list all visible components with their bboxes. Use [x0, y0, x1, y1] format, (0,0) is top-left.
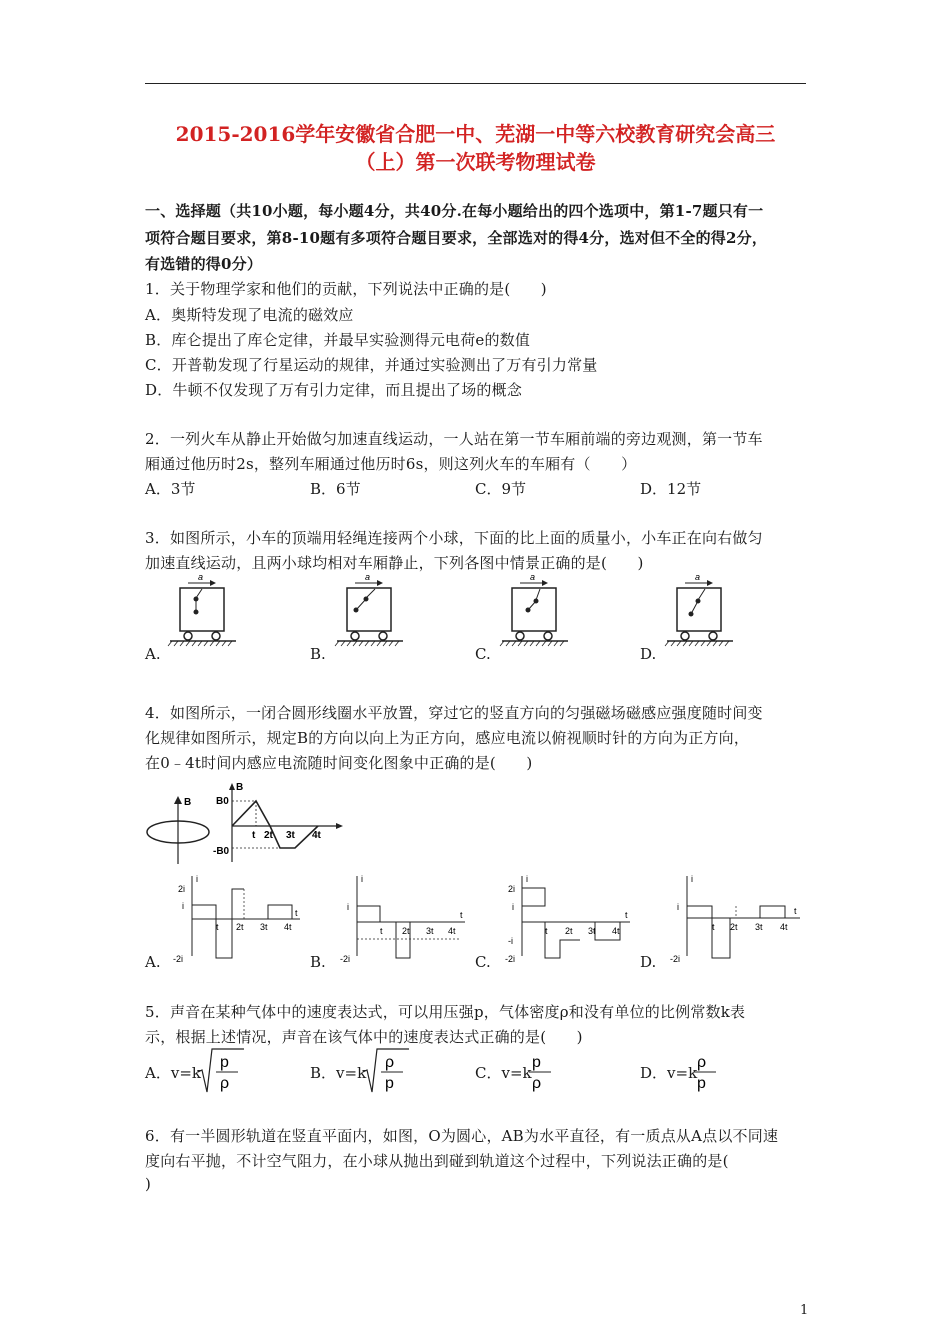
q5-option-d-frac [691, 1048, 721, 1094]
q3-stem-line2: 加速直线运动，且两小球均相对车厢静止，下列各图中情景正确的是( ) [145, 554, 644, 572]
q5-option-c-num: p [532, 1054, 541, 1071]
q4-graph-d [670, 874, 800, 962]
q5-option-d [640, 1062, 697, 1083]
header-rule [145, 83, 806, 84]
q4-graph-a-tick-t: t [216, 922, 219, 932]
section-header-line1: 一、选择题（共10小题，每小题4分，共40分.在每小题给出的四个选项中，第1-7题只有一 [145, 202, 764, 220]
q5-option-d-num: ρ [697, 1054, 707, 1071]
q4-graph-b-tick-3t: 3t [426, 926, 434, 936]
q5-option-c-label: C． [475, 1064, 502, 1082]
section-header-line3: 有选错的得0分） [145, 255, 263, 273]
q3-option-a: A. [145, 645, 161, 663]
q4-tick-t: t [252, 830, 256, 841]
q4-graph-b-i: i [347, 902, 349, 912]
q5-option-a-sqrt [196, 1046, 246, 1096]
q4-tick-4t: 4t [312, 830, 321, 841]
q2-option-b: B．6节 [310, 480, 361, 498]
exam-title [145, 120, 806, 176]
q4-option-c: C. [475, 953, 491, 971]
q5-option-c-frac [526, 1048, 556, 1094]
q4-graph-a [173, 874, 300, 962]
q1-option-d: D．牛顿不仅发现了万有引力定律，而且提出了场的概念 [145, 381, 523, 399]
q4-tick-3t: 3t [286, 830, 295, 841]
q5-option-c [475, 1062, 532, 1083]
q5-stem-line2: 示，根据上述情况，声音在该气体中的速度表达式正确的是( ) [145, 1028, 583, 1046]
q4-graph-b-neg2i: -2i [340, 954, 351, 962]
q4-graph-c-tick-3t: 3t [588, 926, 596, 936]
q4-graph-b-t-label: t [460, 910, 463, 920]
q2-option-a: A．3节 [145, 480, 196, 498]
q4-graph-c-t-label: t [625, 910, 628, 920]
q4-graph-b-tick-4t: 4t [448, 926, 456, 936]
q4-graph-d-tick-3t: 3t [755, 922, 763, 932]
q4-graph-b-tick-2t: 2t [402, 926, 410, 936]
q4-current-graphs [140, 872, 830, 962]
q5-option-a-num: p [220, 1054, 229, 1071]
q5-option-c-lhs: v=k [501, 1064, 532, 1082]
q4-graph-a-tick-3t: 3t [260, 922, 268, 932]
q4-graph-a-i-label: i [196, 874, 198, 884]
q4-graph-d-neg2i: -2i [670, 954, 681, 962]
q3-cart-a [168, 572, 236, 646]
q4-graph-c [505, 874, 630, 962]
q4-graph-a-tick-2t: 2t [236, 922, 244, 932]
q3-option-b: B. [310, 645, 326, 663]
q3-cart-b [335, 572, 403, 646]
exam-title-line1: 2015-2016学年安徽省合肥一中、芜湖一中等六校教育研究会高三 [175, 122, 776, 146]
q3-accel-label-a: a [198, 572, 204, 582]
q5-option-a [145, 1062, 201, 1083]
q4-stem-line1: 4．如图所示，一闭合圆形线圈水平放置，穿过它的竖直方向的匀强磁场磁感应强度随时间变 [145, 704, 763, 722]
q3-accel-label-b: a [365, 572, 371, 582]
q4-graph-a-t-label: t [295, 908, 298, 918]
q4-graph-c-i: i [512, 902, 514, 912]
q4-option-d: D. [640, 953, 657, 971]
q4-graph-c-2i: 2i [508, 884, 516, 894]
q5-option-d-den: p [697, 1075, 706, 1092]
q4-tick-2t: 2t [264, 830, 273, 841]
q4-graph-c-tick-4t: 4t [612, 926, 620, 936]
q4-graph-a-neg2i: -2i [173, 954, 184, 962]
q4-graph-d-tick-t: t [712, 922, 715, 932]
q4-graph-d-t-label: t [794, 906, 797, 916]
q4-graph-a-tick-4t: 4t [284, 922, 292, 932]
q4-graph-b-tick-t: t [380, 926, 383, 936]
q5-option-b-num: ρ [385, 1054, 395, 1071]
q1-option-c: C．开普勒发现了行星运动的规律，并通过实验测出了万有引力常量 [145, 356, 598, 374]
q3-option-c: C. [475, 645, 491, 663]
q5-option-c-den: ρ [532, 1075, 542, 1092]
q4-graph-c-neg2i: -2i [505, 954, 516, 962]
q4-stem-line2: 化规律如图所示，规定B的方向以向上为正方向，感应电流以俯视顺时针的方向为正方向， [145, 729, 750, 747]
q5-option-a-den: ρ [220, 1075, 230, 1092]
q4-stem-line3: 在0﹣4t时间内感应电流随时间变化图象中正确的是( ) [145, 754, 533, 772]
q5-option-a-lhs: v=k [170, 1064, 201, 1082]
q3-accel-label-d: a [695, 572, 701, 582]
section-header-line2: 项符合题目要求，第8-10题有多项符合题目要求，全部选对的得4分，选对但不全的得2分， [145, 229, 768, 247]
q4-b-arrow-label: B [184, 797, 192, 808]
q4-b0-label: B0 [216, 796, 229, 807]
q5-option-b-den: p [385, 1075, 394, 1092]
q5-option-d-label: D． [640, 1064, 668, 1082]
q4-graph-a-2i: 2i [178, 884, 186, 894]
q5-option-b [310, 1062, 366, 1083]
q6-stem-line2: 度向右平抛，不计空气阻力，在小球从抛出到碰到轨道这个过程中，下列说法正确的是( [145, 1152, 729, 1170]
q4-coil-figure [140, 780, 360, 870]
q6-stem-line1: 6．有一半圆形轨道在竖直平面内，如图，O为圆心，AB为水平直径，有一质点从A点以不同速 [145, 1127, 779, 1145]
page-number: 1 [800, 1303, 809, 1318]
q5-stem-line1: 5．声音在某种气体中的速度表达式，可以用压强p，气体密度ρ和没有单位的比例常数k表 [145, 1003, 746, 1021]
q4-graph-d-i-label: i [691, 874, 693, 884]
q4-option-b: B. [310, 953, 326, 971]
q4-graph-d-tick-4t: 4t [780, 922, 788, 932]
q6-stem-line3: ) [145, 1175, 152, 1193]
q3-stem-line1: 3．如图所示，小车的顶端用轻绳连接两个小球，下面的比上面的质量小，小车正在向右做匀 [145, 529, 763, 547]
q4-graph-a-i: i [182, 901, 184, 911]
q4-option-a: A. [145, 953, 161, 971]
q4-neg-b0-label: -B0 [213, 846, 230, 857]
q3-cart-c [500, 572, 568, 646]
q4-graph-c-tick-2t: 2t [565, 926, 573, 936]
q5-option-a-label: A． [145, 1064, 171, 1082]
exam-title-line2: （上）第一次联考物理试卷 [355, 150, 596, 174]
q4-b-axis-label: B [236, 782, 244, 793]
q1-option-b: B．库仑提出了库仑定律，并最早实验测得元电荷e的数值 [145, 331, 531, 349]
q4-graph-d-tick-2t: 2t [730, 922, 738, 932]
q2-option-c: C．9节 [475, 480, 527, 498]
q3-cart-d [665, 572, 733, 646]
q4-graph-b [340, 874, 465, 962]
q4-graph-c-negi: -i [508, 936, 513, 946]
q1-option-a: A．奥斯特发现了电流的磁效应 [145, 306, 354, 324]
q5-option-b-lhs: v=k [336, 1064, 367, 1082]
q1-stem: 1．关于物理学家和他们的贡献，下列说法中正确的是( ) [145, 280, 547, 298]
q5-option-b-label: B． [310, 1064, 337, 1082]
q2-stem-line1: 2．一列火车从静止开始做匀加速直线运动，一人站在第一节车厢前端的旁边观测，第一节车 [145, 430, 763, 448]
q4-graph-d-i: i [677, 902, 679, 912]
q3-accel-label-c: a [530, 572, 536, 582]
q5-option-b-sqrt [361, 1046, 411, 1096]
q3-option-d: D. [640, 645, 657, 663]
q5-option-d-lhs: v=k [667, 1064, 698, 1082]
q2-stem-line2: 厢通过他历时2s，整列车厢通过他历时6s，则这列火车的车厢有（ ） [145, 455, 637, 473]
q4-graph-b-i-label: i [361, 874, 363, 884]
q4-graph-c-i-label: i [526, 874, 528, 884]
q4-graph-c-tick-t: t [545, 926, 548, 936]
q2-option-d: D．12节 [640, 480, 702, 498]
